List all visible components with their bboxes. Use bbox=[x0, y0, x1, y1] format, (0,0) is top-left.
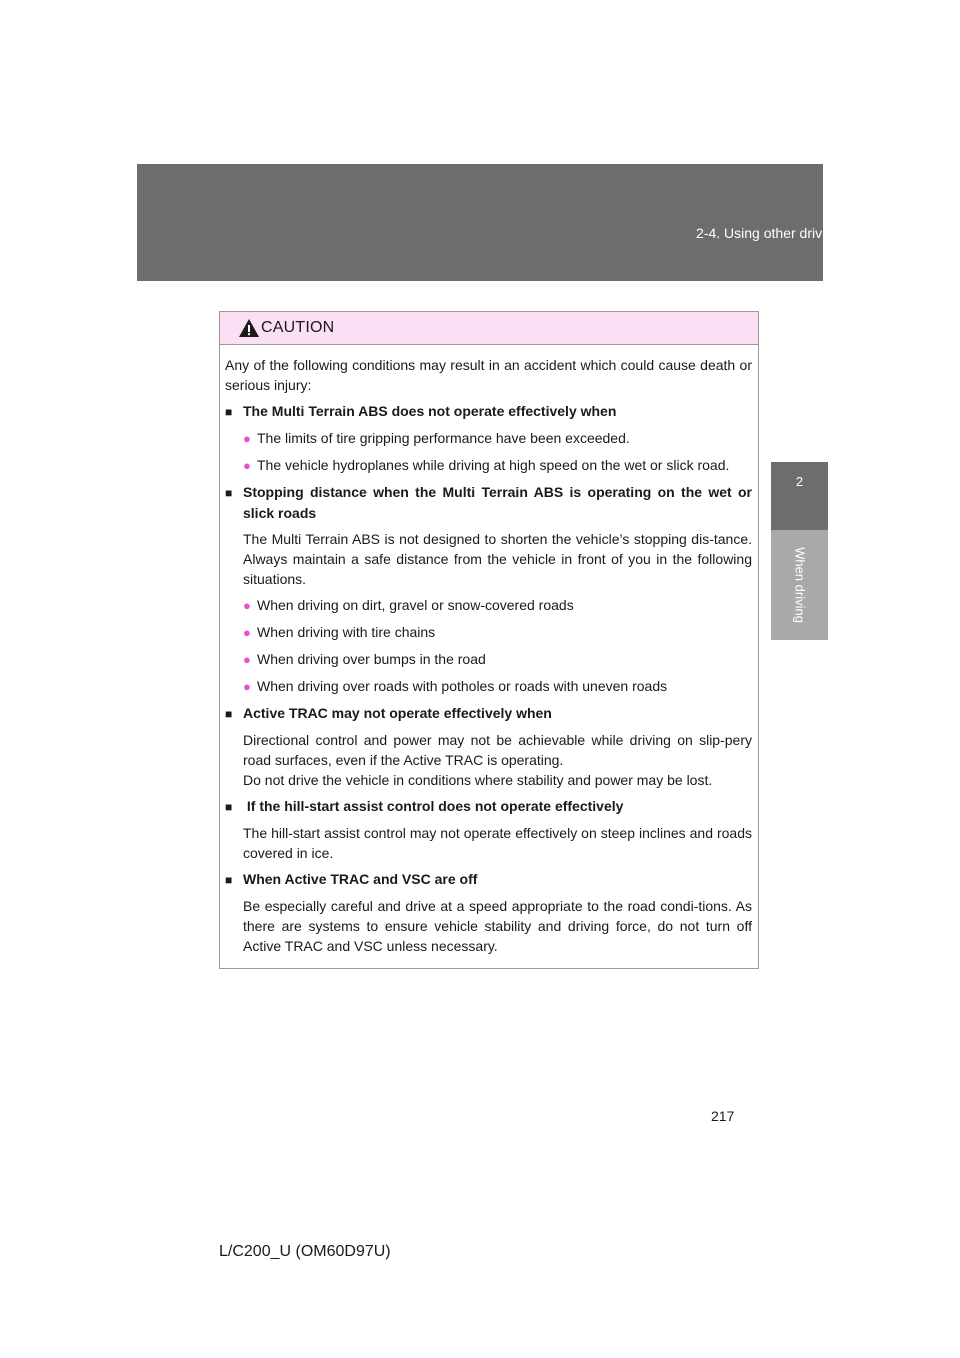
list-item: ● When driving over bumps in the road bbox=[225, 649, 752, 670]
section-heading: ■ The Multi Terrain ABS does not operate effectively when bbox=[225, 401, 752, 422]
square-icon: ■ bbox=[225, 873, 233, 887]
section-heading: ■ When Active TRAC and VSC are off bbox=[225, 869, 752, 890]
circle-bullet-icon: ● bbox=[243, 431, 251, 446]
list-item: ● When driving with tire chains bbox=[225, 622, 752, 643]
caution-body bbox=[220, 345, 758, 956]
caution-title: CAUTION bbox=[261, 319, 335, 336]
section-text: Be especially careful and drive at a speed appropriate to the road condi-tions. As there are systems to ensure vehicle stability and driving force, do not turn off Active TRAC and VSC unless necessary. bbox=[243, 898, 752, 954]
chapter-number: 2 bbox=[795, 474, 804, 489]
circle-bullet-icon: ● bbox=[243, 652, 251, 667]
square-icon: ■ bbox=[225, 486, 233, 500]
list-item: ● The vehicle hydroplanes while driving at high speed on the wet or slick road. bbox=[225, 455, 752, 476]
circle-bullet-icon: ● bbox=[243, 679, 251, 694]
section-text: Directional control and power may not be achievable while driving on slip-pery road surfaces, even if the Active TRAC is operating. Do not drive the vehicle in conditions where stability and power may be lost. bbox=[243, 732, 752, 788]
square-icon: ■ bbox=[225, 800, 233, 814]
chapter-tab-label bbox=[771, 530, 828, 640]
chapter-tab-number bbox=[771, 462, 828, 530]
page-number: 217 bbox=[711, 1108, 735, 1124]
square-icon: ■ bbox=[225, 405, 233, 419]
caution-header bbox=[220, 312, 758, 345]
section-heading: ■ If the hill-start assist control does not operate effectively bbox=[225, 796, 752, 817]
square-icon: ■ bbox=[225, 707, 233, 721]
section-heading: ■ Stopping distance when the Multi Terrain ABS is operating on the wet or slick roads bbox=[225, 484, 752, 521]
section-text: The Multi Terrain ABS is not designed to shorten the vehicle’s stopping dis-tance. Always maintain a safe distance from the vehicle in front of you in the following situations. bbox=[243, 531, 752, 587]
warning-triangle-icon bbox=[238, 318, 260, 338]
circle-bullet-icon: ● bbox=[243, 625, 251, 640]
caution-intro: Any of the following conditions may result in an accident which could cause death or serious injury: bbox=[225, 357, 752, 393]
footer-code: L/C200_U (OM60D97U) bbox=[219, 1243, 391, 1260]
list-item: ● When driving on dirt, gravel or snow-covered roads bbox=[225, 595, 752, 616]
circle-bullet-icon: ● bbox=[243, 598, 251, 613]
list-item: ● The limits of tire gripping performance have been exceeded. bbox=[225, 428, 752, 449]
section-text: The hill-start assist control may not operate effectively on steep inclines and roads covered in ice. bbox=[243, 825, 752, 861]
circle-bullet-icon: ● bbox=[243, 458, 251, 473]
caution-box bbox=[219, 311, 759, 969]
section-title: 2-4. Using other driving systems bbox=[696, 225, 896, 241]
section-heading: ■ Active TRAC may not operate effectively when bbox=[225, 703, 752, 724]
header-band bbox=[137, 164, 823, 281]
chapter-label: When driving bbox=[792, 547, 807, 623]
list-item: ● When driving over roads with potholes or roads with uneven roads bbox=[225, 676, 752, 697]
